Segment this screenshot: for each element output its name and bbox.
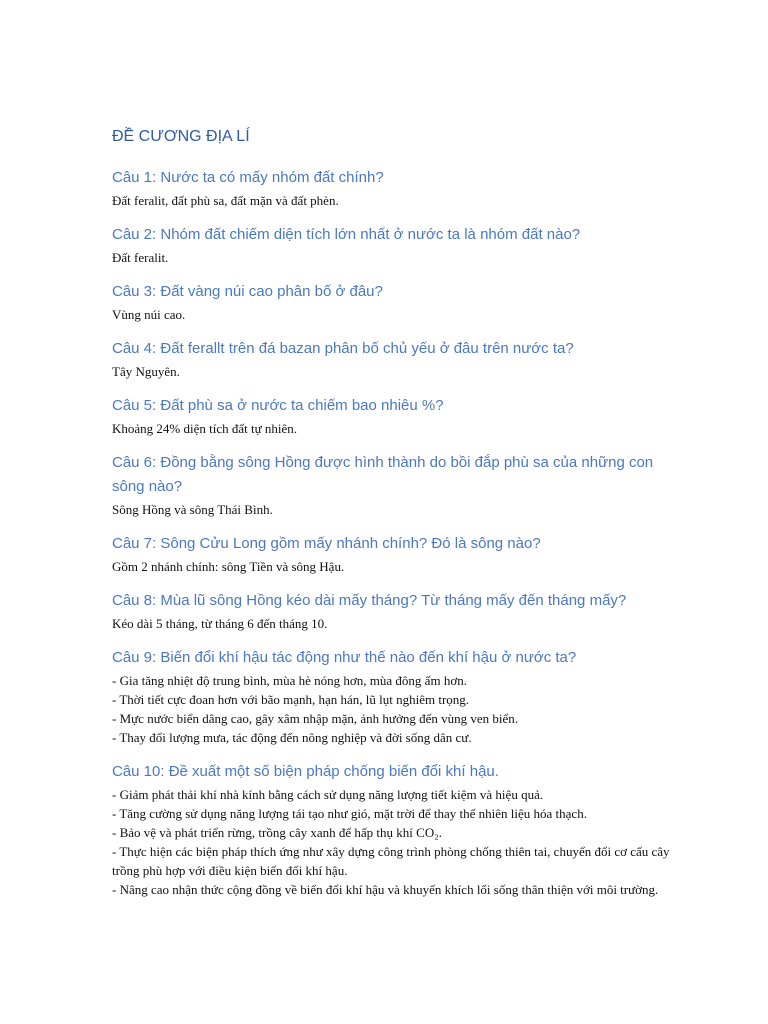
answer-line: - Gia tăng nhiệt độ trung bình, mùa hè nóng hơn, mùa đông ấm hơn. [112,673,467,688]
answer-line: - Nâng cao nhận thức cộng đồng về biến đổi khí hậu và khuyến khích lối sống thân thiện với môi trường. [112,882,659,897]
answer-line: - Bảo vệ và phát triển rừng, trồng cây xanh để hấp thụ khí CO₂. [112,825,442,840]
question-heading: Câu 8: Mùa lũ sông Hồng kéo dài mấy tháng? Từ tháng mấy đến tháng mấy? [112,592,627,609]
qa-item [112,532,688,576]
answer-line: Sông Hồng và sông Thái Bình. [112,502,273,517]
answer-line: - Thời tiết cực đoan hơn với bão mạnh, hạn hán, lũ lụt nghiêm trọng. [112,692,470,707]
question-heading: Câu 9: Biến đổi khí hậu tác động như thế nào đến khí hậu ở nước ta? [112,649,577,666]
question-heading: Câu 3: Đất vàng núi cao phân bố ở đâu? [112,283,383,300]
qa-item [112,223,688,267]
answer-text [112,419,688,438]
question-heading: Câu 7: Sông Cửu Long gồm mấy nhánh chính? Đó là sông nào? [112,535,541,552]
qa-item [112,280,688,324]
answer-line: Vùng núi cao. [112,307,186,322]
answer-line: Đất feralit, đất phù sa, đất mặn và đất phèn. [112,193,339,208]
answer-line: - Giảm phát thải khí nhà kính bằng cách sử dụng năng lượng tiết kiệm và hiệu quả. [112,787,544,802]
qa-item [112,166,688,210]
qa-item [112,394,688,438]
answer-text [112,191,688,210]
qa-item [112,337,688,381]
answer-text [112,500,688,519]
answer-text [112,248,688,267]
answer-text [112,671,688,747]
question-heading: Câu 5: Đất phù sa ở nước ta chiếm bao nhiêu %? [112,397,444,414]
question-heading: Câu 6: Đồng bằng sông Hồng được hình thành do bồi đắp phù sa của những con sông nào? [112,454,654,495]
answer-line: - Thực hiện các biện pháp thích ứng như xây dựng công trình phòng chống thiên tai, chuyển đổi cơ cấu cây trồng phù hợp với điều kiện biến đổi khí hậu. [112,844,670,878]
answer-line: Khoảng 24% diện tích đất tự nhiên. [112,421,298,436]
document-title: ĐỀ CƯƠNG ĐỊA LÍ [112,128,250,145]
answer-text [112,614,688,633]
answer-line: Tây Nguyên. [112,364,180,379]
qa-item [112,451,688,519]
question-heading: Câu 4: Đất ferallt trên đá bazan phân bố chủ yếu ở đâu trên nước ta? [112,340,574,357]
answer-line: - Mực nước biển dâng cao, gây xâm nhập mặn, ảnh hưởng đến vùng ven biển. [112,711,519,726]
qa-item [112,589,688,633]
answer-line: Đất feralit. [112,250,169,265]
question-heading: Câu 2: Nhóm đất chiếm diện tích lớn nhất ở nước ta là nhóm đất nào? [112,226,581,243]
answer-text [112,557,688,576]
qa-item [112,760,688,899]
answer-line: - Thay đổi lượng mưa, tác động đến nông nghiệp và đời sống dân cư. [112,730,472,745]
qa-item [112,646,688,747]
question-heading: Câu 1: Nước ta có mấy nhóm đất chính? [112,169,384,186]
answer-line: Gồm 2 nhánh chính: sông Tiền và sông Hậu. [112,559,345,574]
answer-line: Kéo dài 5 tháng, từ tháng 6 đến tháng 10. [112,616,328,631]
answer-line: - Tăng cường sử dụng năng lượng tái tạo như gió, mặt trời để thay thế nhiên liệu hóa thạch. [112,806,587,821]
question-heading: Câu 10: Đề xuất một số biện pháp chống biến đổi khí hậu. [112,763,499,780]
answer-text [112,362,688,381]
answer-text [112,785,688,899]
answer-text [112,305,688,324]
